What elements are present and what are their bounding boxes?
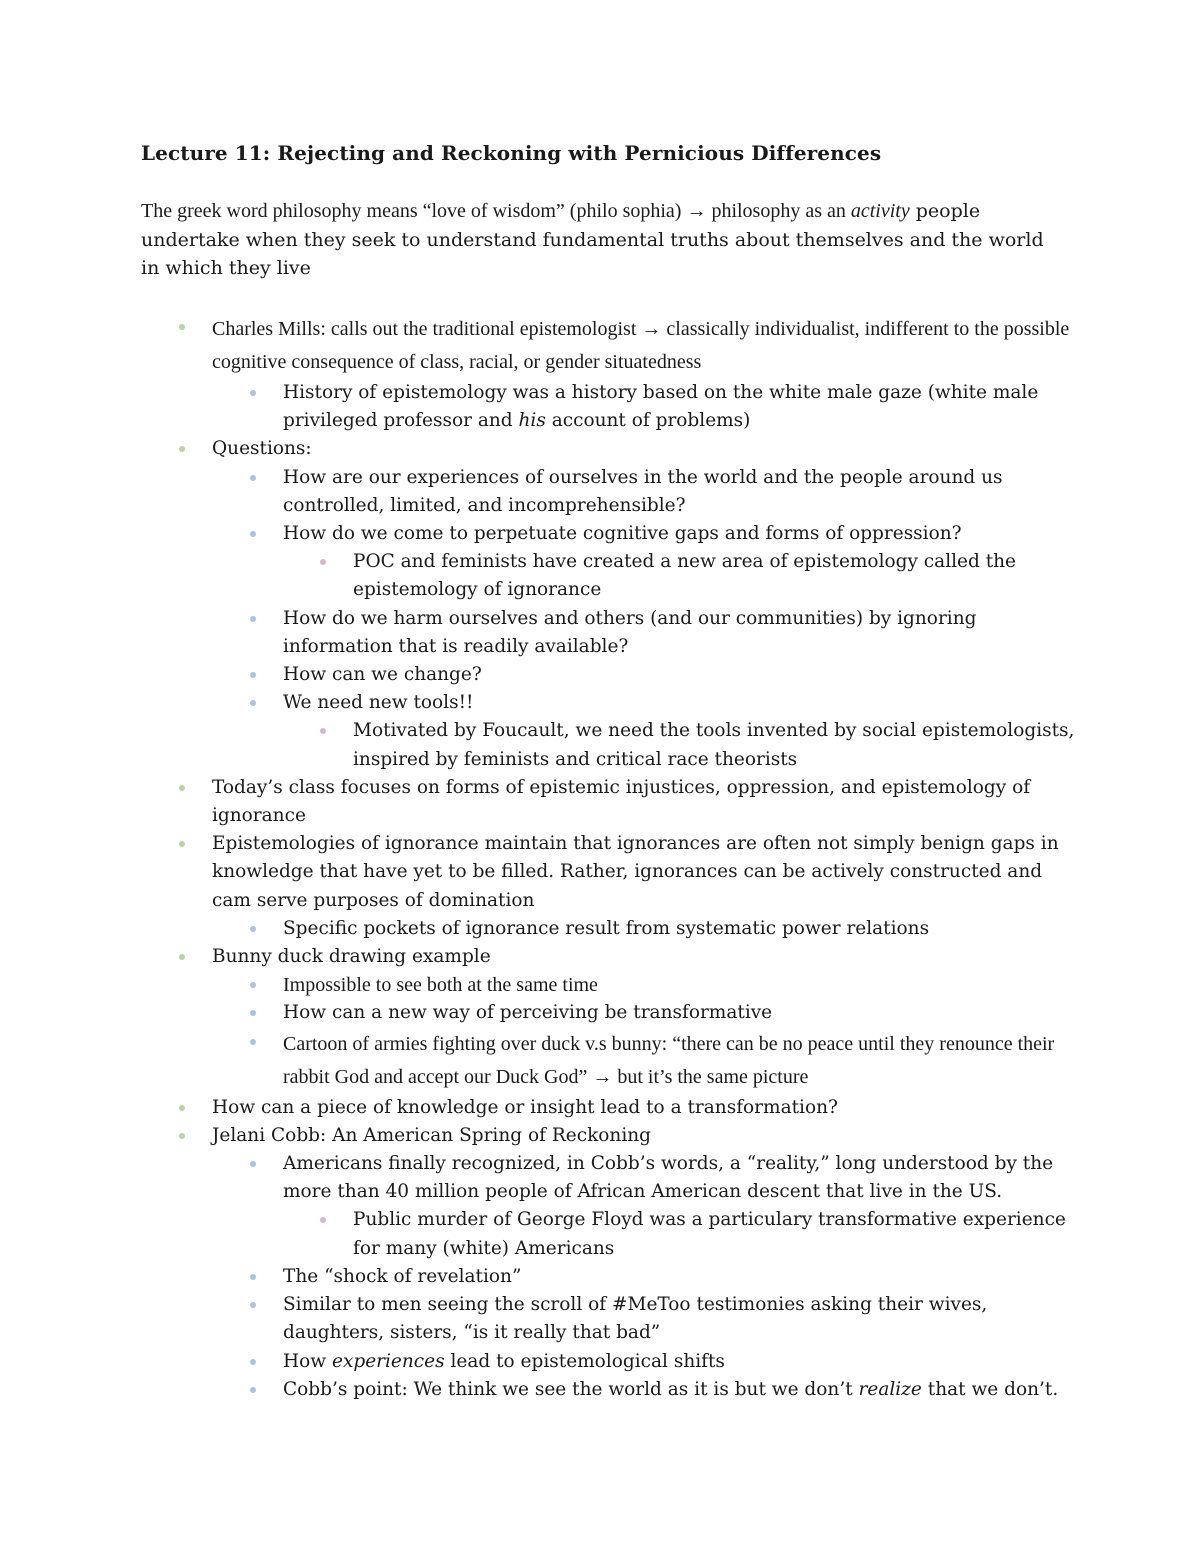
- page-title: Lecture 11: Rejecting and Reckoning with Pernicious Differences: [141, 141, 882, 165]
- list-item: We need new tools!!: [141, 689, 1076, 717]
- list-item: Impossible to see both at the same time: [141, 971, 1076, 999]
- list-item: How can a piece of knowledge or insight lead to a transformation?: [141, 1094, 1076, 1122]
- list-item: How can we change?: [141, 661, 1076, 689]
- list-item: Epistemologies of ignorance maintain that ignorances are often not simply benign gaps in knowledge that have yet to be filled. Rather, ignorances can be actively constructed and cam serve purposes of domination: [141, 830, 1076, 915]
- list-item: How experiences lead to epistemological shifts: [141, 1348, 1076, 1376]
- list-item: POC and feminists have created a new area of epistemology called the epistemology of ignorance: [141, 548, 1076, 604]
- list-item: Motivated by Foucault, we need the tools invented by social epistemologists, inspired by feminists and critical race theorists: [141, 717, 1076, 773]
- list-item: Today’s class focuses on forms of epistemic injustices, oppression, and epistemology of ignorance: [141, 774, 1076, 830]
- intro-text-part2: people undertake when they seek to understand fundamental truths about themselves and the world in which they live: [141, 200, 1044, 279]
- list-item: Jelani Cobb: An American Spring of Reckoning: [141, 1122, 1076, 1150]
- list-item: How do we harm ourselves and others (and our communities) by ignoring information that is readily available?: [141, 605, 1076, 661]
- list-item: Bunny duck drawing example: [141, 943, 1076, 971]
- list-item: Americans finally recognized, in Cobb’s words, a “reality,” long understood by the more than 40 million people of African American descent that live in the US.: [141, 1150, 1076, 1206]
- list-item: Cartoon of armies fighting over duck v.s bunny: “there can be no peace until they renounce their rabbit God and accept our Duck God” → but it’s the same picture: [141, 1028, 1076, 1094]
- notes-list: [141, 313, 1076, 1404]
- list-item: How do we come to perpetuate cognitive gaps and forms of oppression?: [141, 520, 1076, 548]
- list-item: Questions:: [141, 435, 1076, 463]
- list-item: Charles Mills: calls out the traditional epistemologist → classically individualist, indifferent to the possible cognitive consequence of class, racial, or gender situatedness: [141, 313, 1076, 379]
- list-item: The “shock of revelation”: [141, 1263, 1076, 1291]
- list-item: How are our experiences of ourselves in the world and the people around us controlled, limited, and incomprehensible?: [141, 464, 1076, 520]
- list-item: Specific pockets of ignorance result from systematic power relations: [141, 915, 1076, 943]
- list-item: How can a new way of perceiving be transformative: [141, 999, 1076, 1027]
- list-item: Cobb’s point: We think we see the world as it is but we don’t realize that we don’t.: [141, 1376, 1076, 1404]
- list-item: Public murder of George Floyd was a particulary transformative experience for many (white) Americans: [141, 1206, 1076, 1262]
- list-item: Similar to men seeing the scroll of #MeToo testimonies asking their wives, daughters, sisters, “is it really that bad”: [141, 1291, 1076, 1347]
- intro-paragraph: [141, 197, 1051, 283]
- list-item: History of epistemology was a history based on the white male gaze (white male privileged professor and his account of problems): [141, 379, 1076, 435]
- intro-text-part1: The greek word philosophy means “love of wisdom” (philo sophia) → philosophy as an: [141, 200, 851, 222]
- intro-italic-word: activity: [850, 200, 910, 222]
